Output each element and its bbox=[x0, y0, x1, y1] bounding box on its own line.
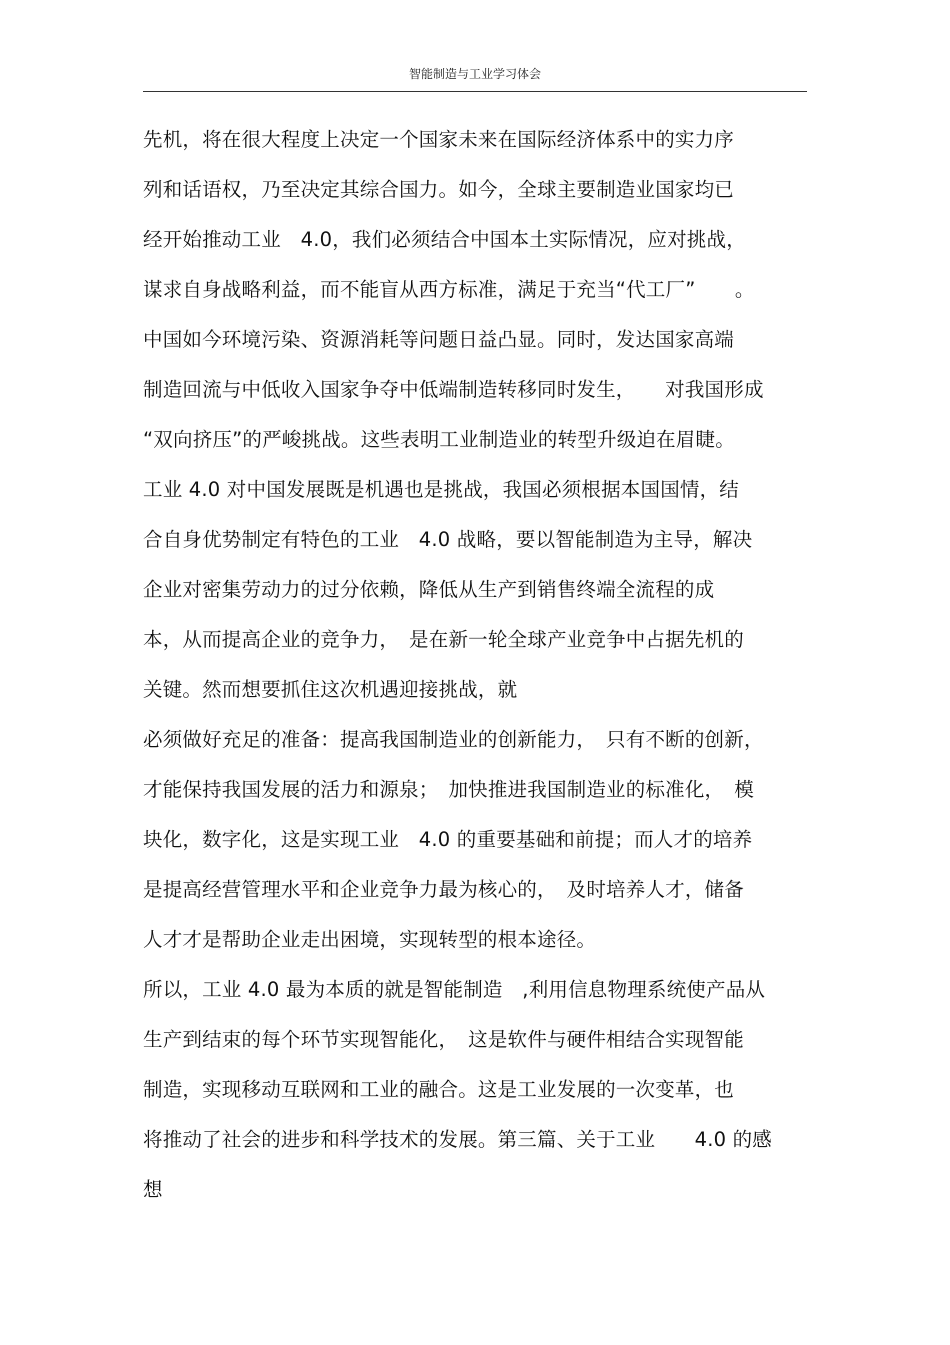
text-line: 是提高经营管理水平和企业竞争力最为核心的， 及时培养人才，储备 bbox=[143, 878, 744, 901]
text-line: 块化，数字化，这是实现工业 4.0 的重要基础和前提；而人才的培养 bbox=[143, 828, 753, 851]
text-line: 合自身优势制定有特色的工业 4.0 战略，要以智能制造为主导，解决 bbox=[143, 528, 753, 551]
text-line: 制造回流与中低收入国家争夺中低端制造转移同时发生， 对我国形成 bbox=[143, 378, 764, 401]
text-line: 谋求自身战略利益，而不能盲从西方标准，满足于充当“代工厂” 。 bbox=[143, 278, 755, 301]
text-line: 列和话语权，乃至决定其综合国力。如今，全球主要制造业国家均已 bbox=[143, 178, 735, 201]
text-line: 经开始推动工业 4.0，我们必须结合中国本土实际情况，应对挑战， bbox=[143, 228, 746, 251]
text-line: 中国如今环境污染、资源消耗等问题日益凸显。同时，发达国家高端 bbox=[143, 328, 735, 351]
text-line: 工业 4.0 对中国发展既是机遇也是挑战，我国必须根据本国国情，结 bbox=[143, 478, 740, 501]
text-line: 企业对密集劳动力的过分依赖，降低从生产到销售终端全流程的成 bbox=[143, 578, 715, 601]
text-line: “双向挤压”的严峻挑战。这些表明工业制造业的转型升级迫在眉睫。 bbox=[143, 428, 735, 451]
text-line: 制造，实现移动互联网和工业的融合。这是工业发展的一次变革，也 bbox=[143, 1078, 735, 1101]
running-header: 智能制造与工业学习体会 bbox=[408, 67, 541, 81]
text-line: 将推动了社会的进步和科学技术的发展。第三篇、关于工业 4.0 的感 bbox=[143, 1128, 773, 1151]
text-line: 生产到结束的每个环节实现智能化， 这是软件与硬件相结合实现智能 bbox=[143, 1028, 744, 1051]
text-line: 必须做好充足的准备：提高我国制造业的创新能力， 只有不断的创新， bbox=[143, 728, 764, 751]
text-line: 关键。然而想要抓住这次机遇迎接挑战，就 bbox=[143, 678, 518, 701]
text-line: 想 bbox=[143, 1178, 163, 1201]
header-divider bbox=[143, 91, 807, 92]
text-line: 本，从而提高企业的竞争力， 是在新一轮全球产业竞争中占据先机的 bbox=[143, 628, 744, 651]
text-line: 才能保持我国发展的活力和源泉； 加快推进我国制造业的标准化， 模 bbox=[143, 778, 754, 801]
text-line: 先机，将在很大程度上决定一个国家未来在国际经济体系中的实力序 bbox=[143, 128, 735, 151]
text-line: 人才才是帮助企业走出困境，实现转型的根本途径。 bbox=[143, 928, 597, 951]
text-line: 所以，工业 4.0 最为本质的就是智能制造 ,利用信息物理系统使产品从 bbox=[143, 978, 766, 1001]
body-text bbox=[143, 122, 815, 1222]
